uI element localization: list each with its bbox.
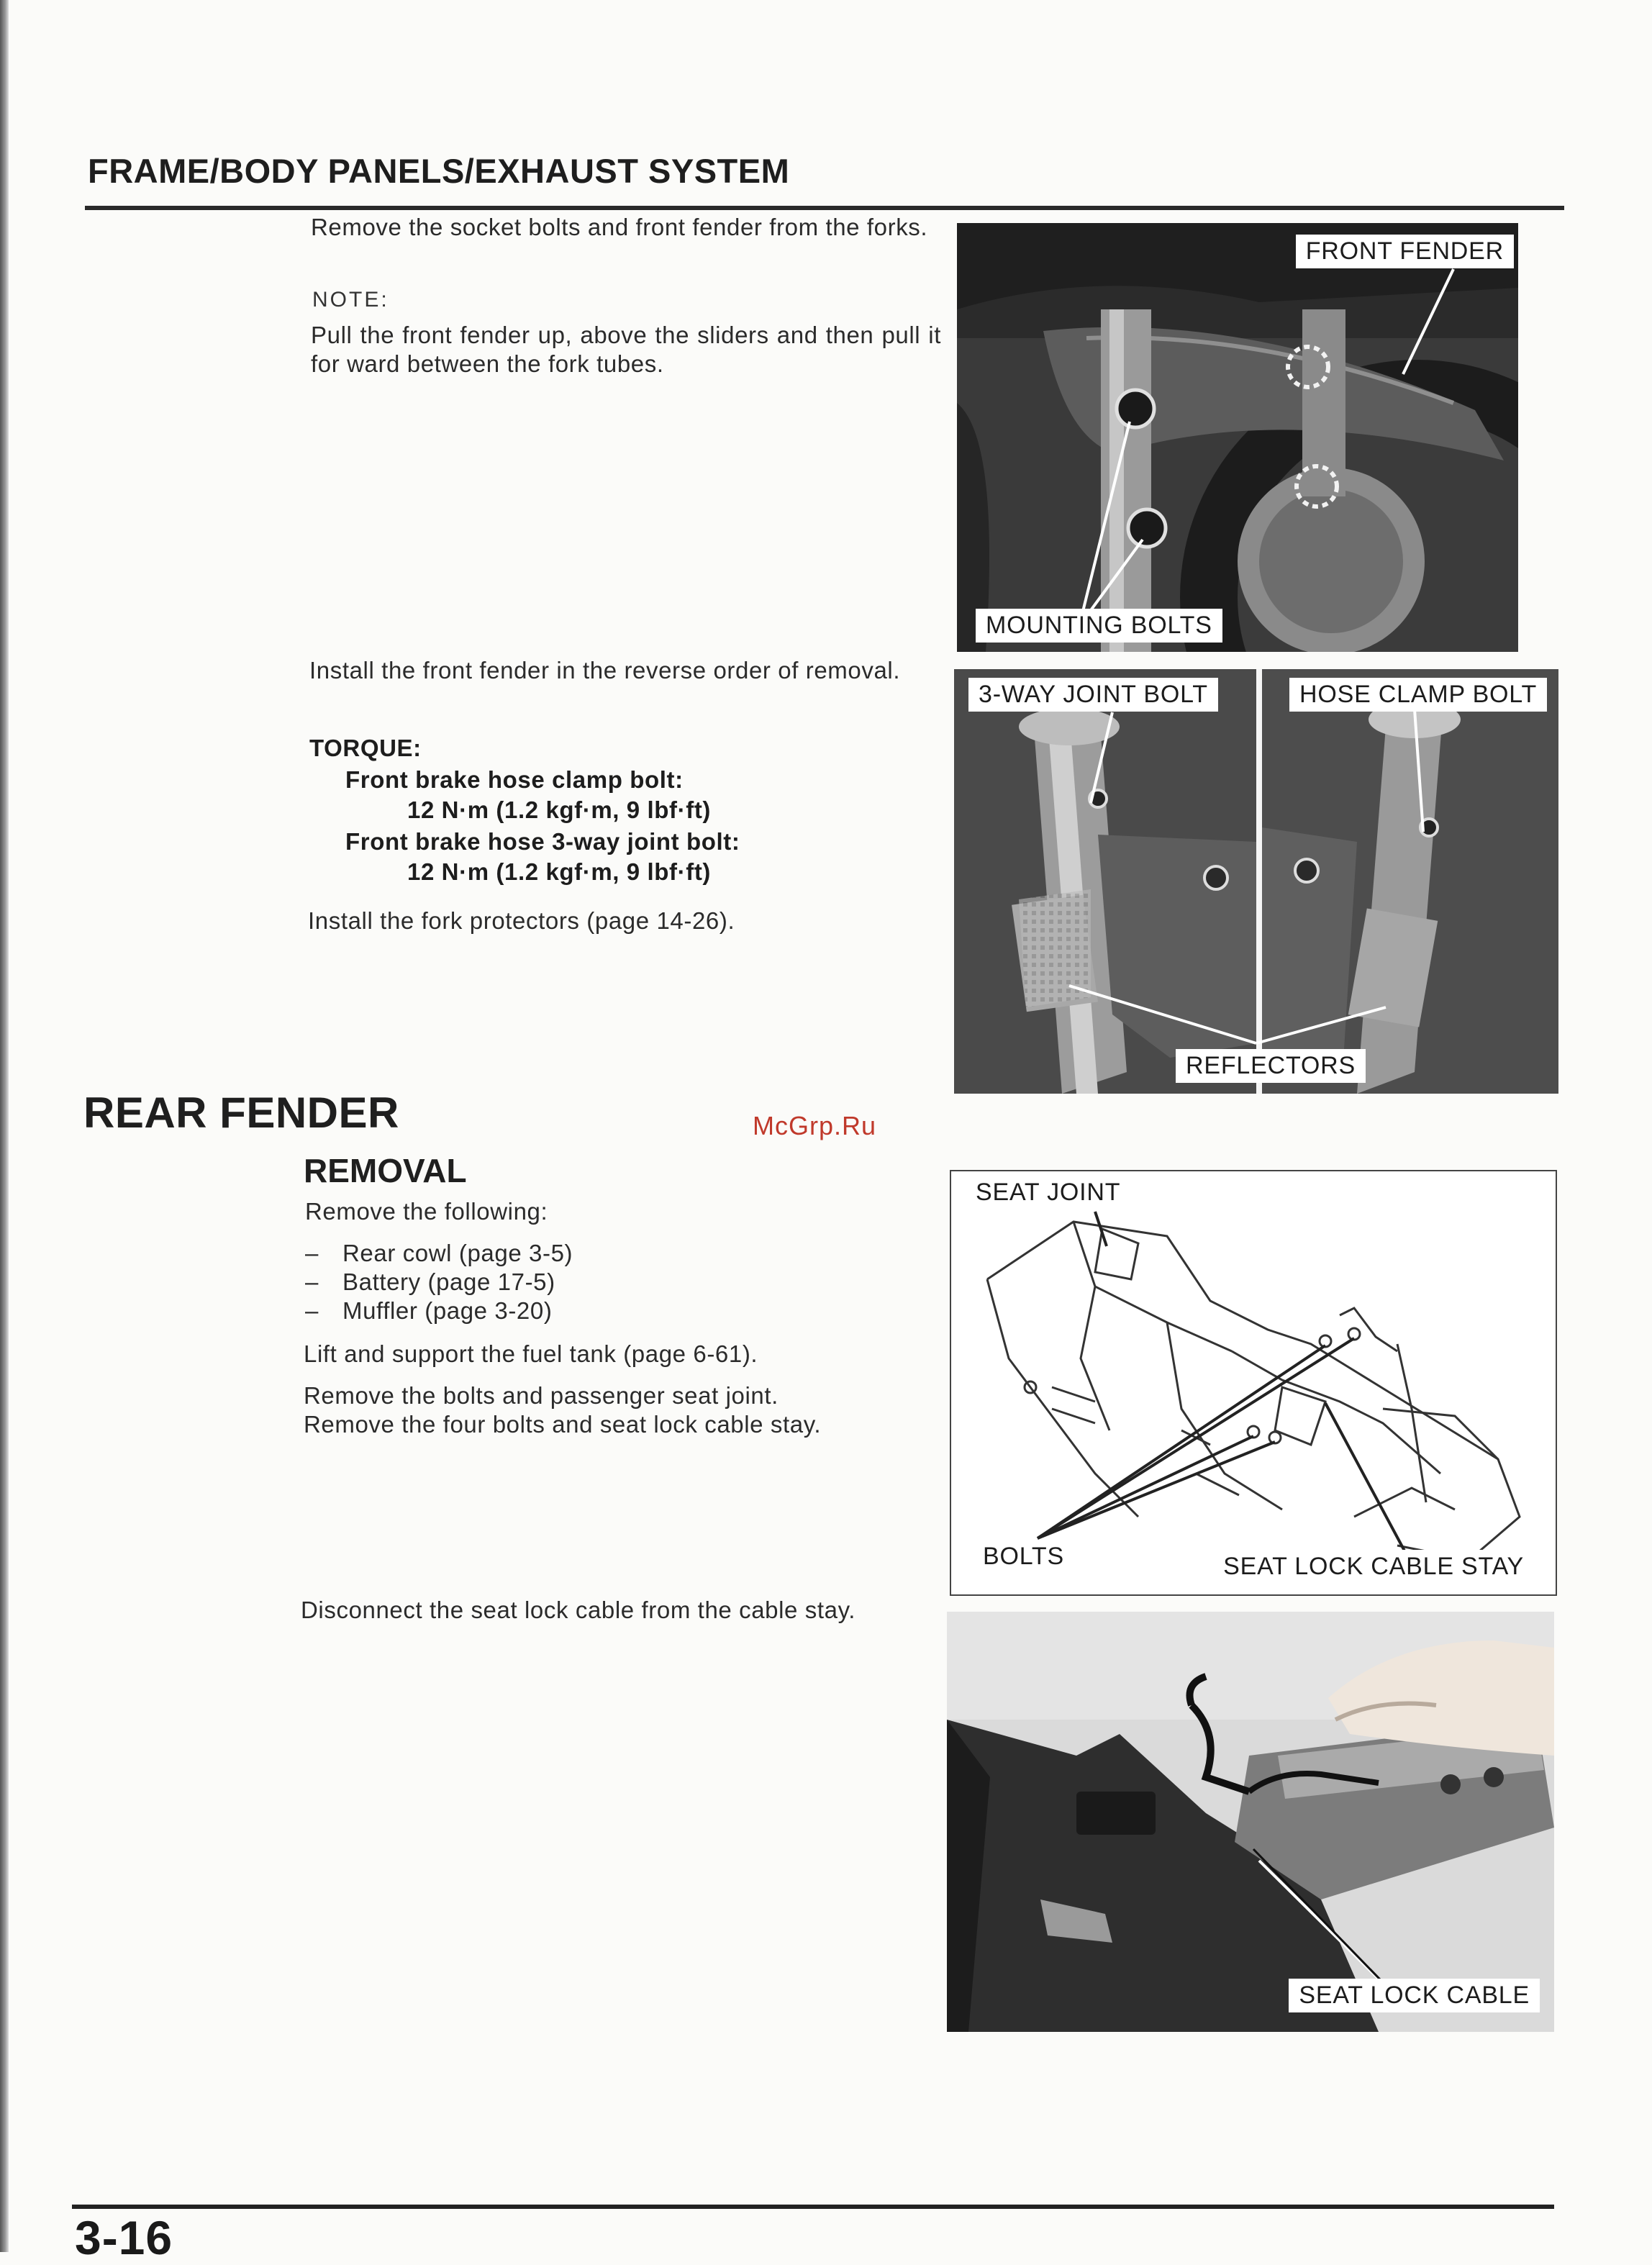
disconnect-cable-instruction: Disconnect the seat lock cable from the cable stay. xyxy=(301,1597,856,1623)
fork-protectors-instruction: Install the fork protectors (page 14-26). xyxy=(308,907,735,934)
front-fender-removal-instruction: Remove the socket bolts and front fender from the forks. xyxy=(311,214,928,240)
callout-seat-joint: SEAT JOINT xyxy=(966,1176,1130,1209)
footer-rule xyxy=(72,2205,1554,2209)
seat-lock-cable-photo-art xyxy=(947,1612,1554,2032)
watermark: McGrp.Ru xyxy=(753,1111,877,1140)
list-item: – Muffler (page 3-20) xyxy=(305,1297,573,1325)
torque-item-value-2: 12 N·m (1.2 kgf·m, 9 lbf·ft) xyxy=(407,858,712,885)
callout-reflectors: REFLECTORS xyxy=(1176,1049,1366,1083)
brake-hose-bolts-photo xyxy=(954,669,1558,1094)
removal-subtitle: REMOVAL xyxy=(304,1152,467,1189)
torque-item-name-2: Front brake hose 3-way joint bolt: xyxy=(345,828,740,855)
seat-lock-cable-photo xyxy=(947,1612,1554,2032)
page-edge-shadow xyxy=(0,0,9,2252)
front-fender-photo-art xyxy=(957,223,1518,652)
front-fender-install-instruction: Install the front fender in the reverse order of removal. xyxy=(309,657,901,684)
callout-seat-lock-cable: SEAT LOCK CABLE xyxy=(1289,1979,1540,2012)
removal-list xyxy=(305,1239,573,1325)
seat-joint-diagram-art xyxy=(951,1171,1556,1594)
callout-mounting-bolts: MOUNTING BOLTS xyxy=(976,609,1222,643)
header-rule xyxy=(85,206,1564,210)
callout-hose-clamp-bolt: HOSE CLAMP BOLT xyxy=(1289,678,1547,712)
page-header-title: FRAME/BODY PANELS/EXHAUST SYSTEM xyxy=(88,152,790,190)
note-label: NOTE: xyxy=(312,288,389,312)
callout-seat-lock-cable-stay: SEAT LOCK CABLE STAY xyxy=(1213,1550,1534,1584)
callout-bolts: BOLTS xyxy=(973,1540,1074,1574)
remove-bolts-joint-instruction: Remove the bolts and passenger seat joint. xyxy=(304,1382,779,1409)
rear-fender-title: REAR FENDER xyxy=(83,1089,399,1137)
remove-four-bolts-instruction: Remove the four bolts and seat lock cable stay. xyxy=(304,1411,822,1438)
list-item: – Rear cowl (page 3-5) xyxy=(305,1239,573,1268)
torque-label: TORQUE: xyxy=(309,735,422,761)
remove-following-label: Remove the following: xyxy=(305,1198,548,1225)
note-text: Pull the front fender up, above the sliders and then pull it for ward between the fork tubes. xyxy=(311,322,941,377)
brake-hose-bolts-photo-art xyxy=(954,669,1558,1094)
seat-joint-diagram xyxy=(950,1170,1557,1596)
callout-3-way-joint-bolt: 3-WAY JOINT BOLT xyxy=(968,678,1218,712)
lift-fuel-tank-instruction: Lift and support the fuel tank (page 6-61). xyxy=(304,1340,758,1367)
page-number: 3-16 xyxy=(75,2211,173,2264)
front-fender-photo xyxy=(957,223,1518,652)
list-item: – Battery (page 17-5) xyxy=(305,1268,573,1297)
callout-front-fender: FRONT FENDER xyxy=(1296,235,1514,268)
torque-item-value-1: 12 N·m (1.2 kgf·m, 9 lbf·ft) xyxy=(407,796,712,823)
torque-item-name-1: Front brake hose clamp bolt: xyxy=(345,766,684,793)
